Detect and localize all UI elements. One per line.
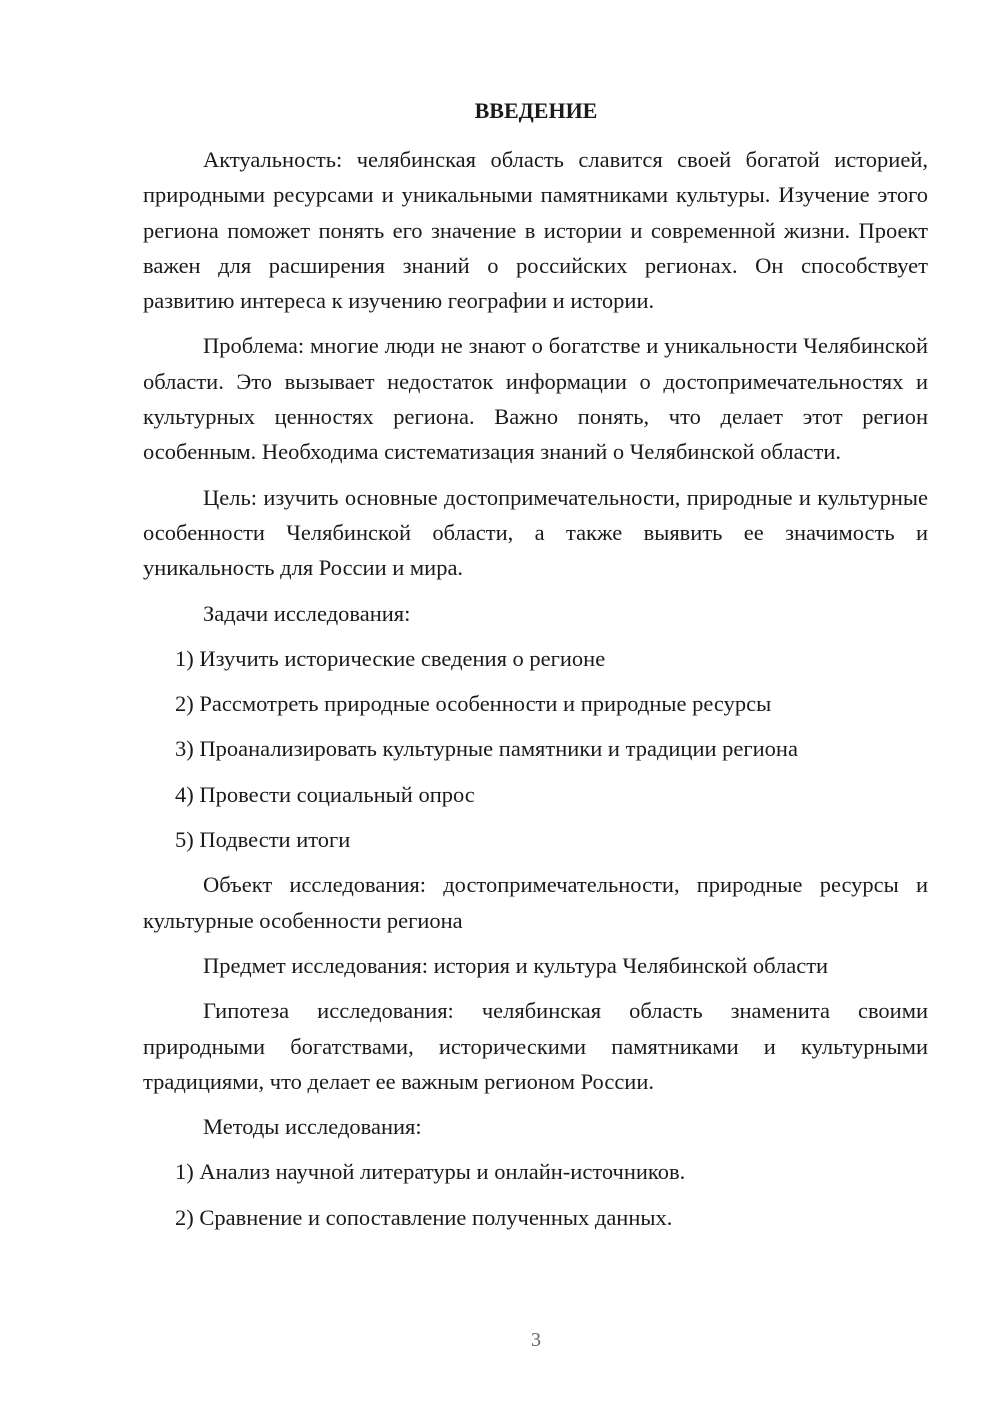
paragraph-problem: Проблема: многие люди не знают о богатстве и уникальности Челябинской области. Это вызывает недостаток информации о достопримечательностях и культурных ценностях региона. Важно понять, что делает этот регион особенным. Необходима систематизация знаний о Челябинской области. [143,333,928,465]
paragraph-subject: Предмет исследования: история и культура Челябинской области [203,952,829,978]
list-item: 5) Подвести итоги [175,827,351,853]
list-item: 1) Изучить исторические сведения о регионе [175,645,606,671]
paragraph-hypothesis: Гипотеза исследования: челябинская область знаменита своими природными богатствами, историческими памятниками и культурными традициями, что делает ее важным регионом России. [143,998,928,1094]
methods-title: Методы исследования: [203,1114,422,1140]
body-text [143,142,928,1245]
list-item: 2) Сравнение и сопоставление полученных данных. [175,1204,673,1230]
list-item: 4) Провести социальный опрос [175,781,475,807]
list-item: 2) Рассмотреть природные особенности и природные ресурсы [175,691,772,717]
tasks-title: Задачи исследования: [203,600,411,626]
list-item: 1) Анализ научной литературы и онлайн-источников. [175,1159,686,1185]
paragraph-relevance: Актуальность: челябинская область славится своей богатой историей, природными ресурсами и уникальными памятниками культуры. Изучение этого региона поможет понять его значение в истории и современной жизни. Проект важен для расширения знаний о российских регионах. Он способствует развитию интереса к изучению географии и истории. [143,147,928,314]
section-heading: ВВЕДЕНИЕ [474,98,598,123]
methods-list [143,1154,928,1235]
paragraph-object: Объект исследования: достопримечательности, природные ресурсы и культурные особенности региона [143,872,928,933]
list-item: 3) Проанализировать культурные памятники и традиции региона [175,736,798,762]
paragraph-goal: Цель: изучить основные достопримечательности, природные и культурные особенности Челябинской области, а также выявить ее значимость и уникальность для России и мира. [143,484,928,581]
tasks-list [143,641,928,857]
page-number: 3 [531,1329,541,1351]
